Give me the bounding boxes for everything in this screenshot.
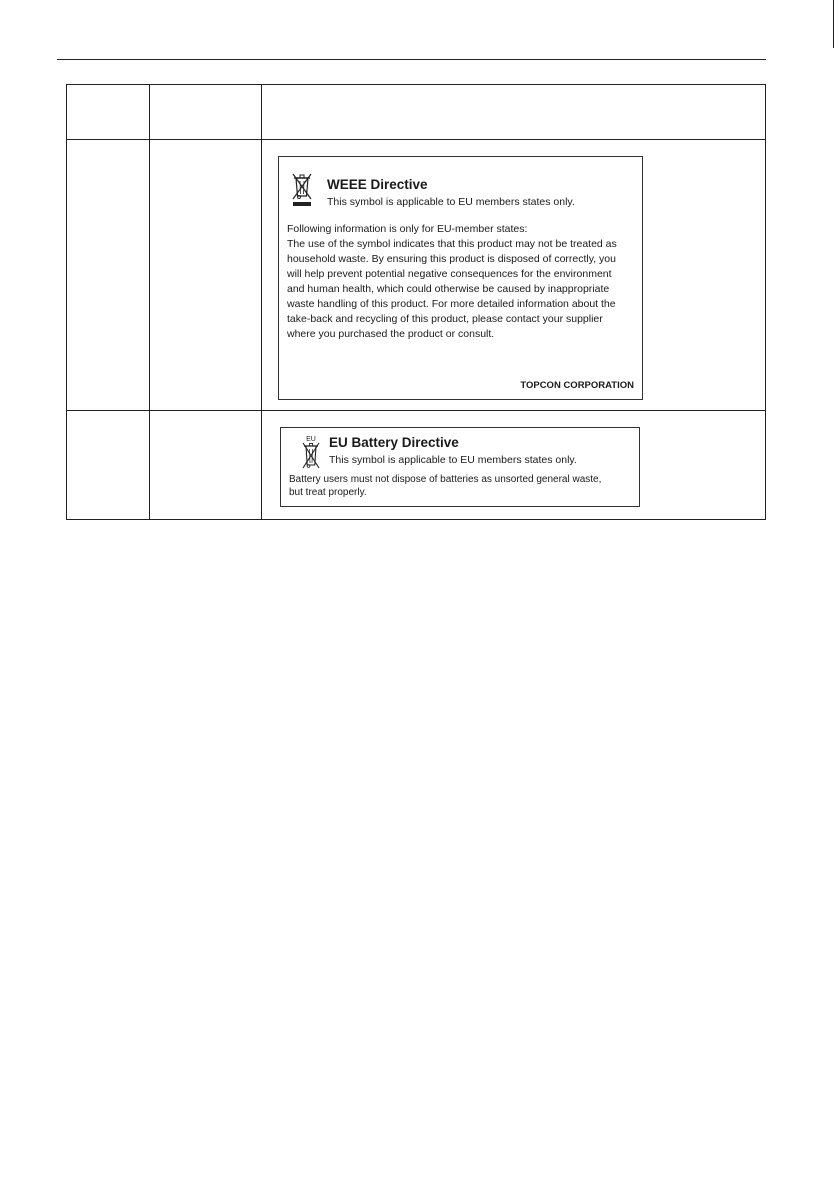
header-cell-3 — [262, 85, 766, 140]
weee-label — [278, 156, 643, 400]
company-name: TOPCON CORPORATION — [520, 380, 634, 391]
weee-body — [287, 222, 642, 342]
weee-body-line: will help prevent potential negative consequences for the environment — [287, 268, 612, 280]
header-rule — [57, 59, 766, 60]
battery-subtitle: This symbol is applicable to EU members states only. — [329, 454, 577, 466]
table-header-row — [67, 85, 766, 140]
row-cell-2 — [150, 411, 262, 520]
battery-body — [289, 473, 601, 499]
weee-body-line: and human health, which could otherwise be caused by inappropriate — [287, 283, 610, 295]
row-cell-1 — [67, 140, 150, 411]
row-cell-label — [262, 140, 766, 411]
header-cell-1 — [67, 85, 150, 140]
battery-body-line: but treat properly. — [289, 487, 367, 498]
crossed-bin-icon — [301, 434, 321, 470]
crossed-bin-icon — [291, 171, 313, 207]
weee-body-line: household waste. By ensuring this product is disposed of correctly, you — [287, 253, 616, 265]
weee-body-line: take-back and recycling of this product, please contact your supplier — [287, 313, 603, 325]
crop-mark — [833, 0, 834, 48]
weee-title: WEEE Directive — [327, 177, 428, 192]
weee-body-line: where you purchased the product or consult. — [287, 328, 495, 340]
row-cell-2 — [150, 140, 262, 411]
weee-body-line: waste handling of this product. For more detailed information about the — [287, 298, 616, 310]
weee-body-line: The use of the symbol indicates that this product may not be treated as — [287, 238, 617, 250]
row-cell-1 — [67, 411, 150, 520]
table-row — [67, 411, 766, 520]
eu-symbol-text: EU — [306, 436, 316, 443]
header-cell-2 — [150, 85, 262, 140]
weee-subtitle: This symbol is applicable to EU members states only. — [327, 196, 575, 208]
row-cell-label — [262, 411, 766, 520]
battery-label — [280, 427, 640, 507]
battery-title: EU Battery Directive — [329, 435, 459, 450]
label-table — [66, 84, 766, 520]
battery-body-line: Battery users must not dispose of batteries as unsorted general waste, — [289, 474, 602, 485]
table-row — [67, 140, 766, 411]
weee-body-line: Following information is only for EU-member states: — [287, 223, 528, 235]
